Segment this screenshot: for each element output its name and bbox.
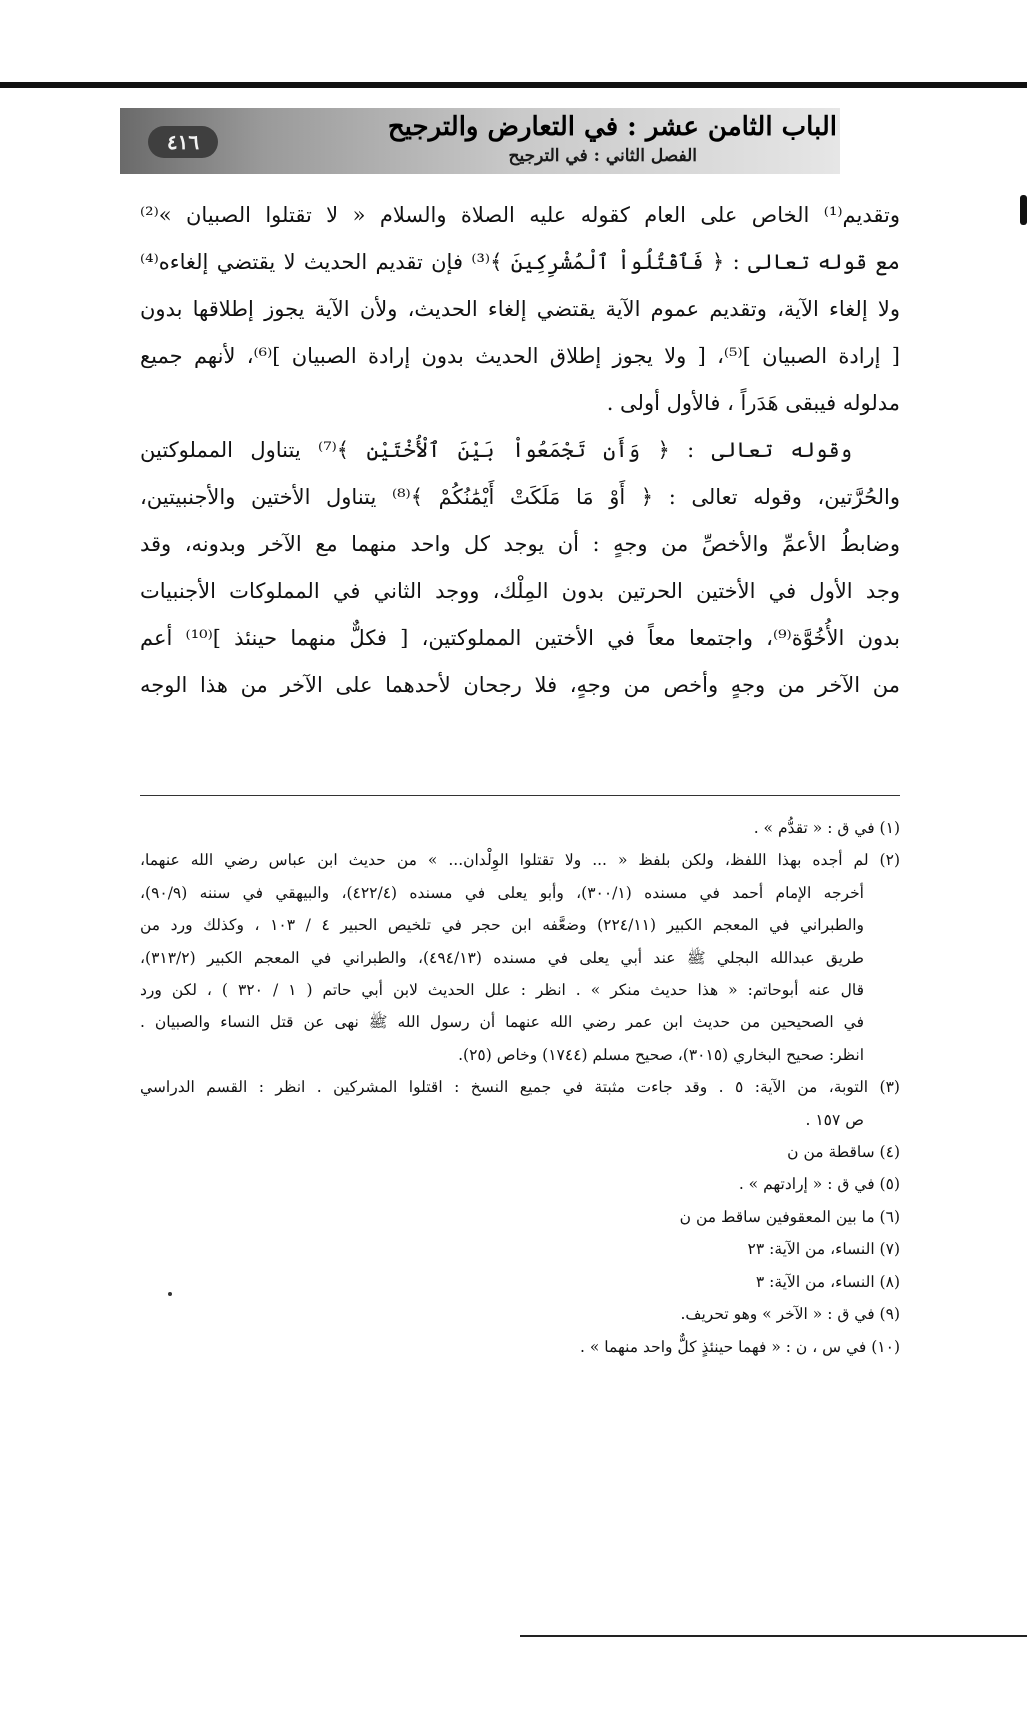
footnote-line: (٣) التوبة، من الآية: ٥ . وقد جاءت مثبتة في جميع النسخ : اقتلوا المشركين . انظر : القسم الدراسي — [140, 1078, 900, 1097]
footnote-line: قال عنه أبوحاتم: « هذا حديث منكر » . انظر : علل الحديث لابن أبي حاتم ( ١ / ٣٢٠ ) ، لكن ورد — [140, 981, 864, 1000]
body-line: مع قوله تعالى : ﴿ فَٱقْتُلُواْ ٱلْمُشْرِكِينَ ﴾⁽³⁾ فإن تقديم الحديث لا يقتضي إلغاءه⁽⁴⁾ — [140, 250, 900, 274]
footnote-line: أخرجه الإمام أحمد في مسنده (٣٠٠/١)، وأبو يعلى في مسنده (٤٢٢/٤)، والبيهقي في سننه (٩٠/٩)، — [140, 883, 864, 902]
footnote-line: طريق عبدالله البجلي ﷺ عند أبي يعلى في مسنده (٤٩٤/١٣)، والطبراني في المعجم الكبير (٣١٣/٢)، — [140, 948, 865, 967]
body-line: ولا إلغاء الآية، وتقديم عموم الآية يقتضي إلغاء الحديث، ولأن الآية يجوز إطلاقها بدون — [140, 297, 900, 321]
footnote: (٥) في ق : « إرادتهم » . — [738, 1175, 900, 1194]
body-line: مدلوله فيبقى هَدَراً ، فالأول أولى . — [606, 391, 900, 415]
top-rule — [0, 82, 1027, 88]
page-number: ٤١٦ — [148, 126, 218, 158]
body-line: وتقديم⁽¹⁾ الخاص على العام كقوله عليه الصلاة والسلام « لا تقتلوا الصبيان »⁽²⁾ — [140, 203, 900, 227]
footnote-line: انظر: صحيح البخاري (٣٠١٥)، صحيح مسلم (١٧٤٤) وخاص (٢٥). — [458, 1045, 864, 1064]
page-edge-mark — [1020, 195, 1027, 225]
footnotes — [140, 812, 900, 1363]
body-line: وضابطُ الأعمِّ والأخصِّ من وجهٍ : أن يوجد كل واحد منهما مع الآخر وبدونه، وقد — [140, 532, 900, 556]
body-line: [ إرادة الصبيان ]⁽⁵⁾، [ ولا يجوز إطلاق الحديث بدون إرادة الصبيان ]⁽⁶⁾، لأنهم جميع — [140, 344, 901, 368]
footnote-separator — [140, 795, 900, 796]
body-line: بدون الأُخُوَّة⁽⁹⁾، واجتمعا معاً في الأختين المملوكتين، [ فكلٌّ منهما حينئذ ]⁽¹⁰⁾ أعم — [140, 626, 900, 650]
bottom-rule — [520, 1635, 1027, 1637]
body-line: والحُرَّتين، وقوله تعالى : ﴿ أَوْ مَا مَلَكَتْ أَيْمَٰنُكُمْ ﴾⁽⁸⁾ يتناول الأختين والأجنبيتين، — [140, 485, 900, 509]
chapter-title: الباب الثامن عشر : في التعارض والترجيح — [387, 112, 837, 142]
section-subtitle: الفصل الثاني : في الترجيح — [508, 146, 697, 166]
footnote: (٤) ساقطة من ن — [787, 1143, 900, 1162]
footnote-line: (٢) لم أجده بهذا اللفظ، ولكن بلفظ « ... ولا تقتلوا الوِلْدان... » من حديث ابن عباس رضي الله عنهما، — [140, 851, 900, 870]
body-line: من الآخر من وجهٍ وأخص من وجهٍ، فلا رجحان لأحدهما على الآخر من هذا الوجه — [140, 673, 900, 697]
footnote: (٨) النساء، من الآية: ٣ — [755, 1272, 900, 1291]
footnote: (١) في ق : « تقدُّم » . — [753, 819, 900, 837]
scan-speck — [168, 1292, 172, 1296]
footnote-line: ص ١٥٧ . — [805, 1110, 864, 1129]
footnote: (٦) ما بين المعقوفين ساقط من ن — [679, 1207, 900, 1226]
footnote: (٧) النساء، من الآية: ٢٣ — [747, 1240, 900, 1259]
footnote-line: في الصحيحين من حديث ابن عمر رضي الله عنهما أن رسول الله ﷺ نهى عن قتل النساء والصبيان . — [140, 1013, 864, 1032]
footnote: (٩) في ق : « الآخر » وهو تحريف. — [680, 1305, 900, 1324]
body-line: وقوله تعالى : ﴿ وَأَن تَجْمَعُواْ بَيْنَ ٱلْأُخْتَيْنِ ﴾⁽⁷⁾ يتناول المملوكتين — [140, 438, 853, 462]
footnote-line: والطبراني في المعجم الكبير (٢٢٤/١١) وضعَّفه ابن حجر في تلخيص الحبير ٤ / ١٠٣ ، وكذلك ورد من — [140, 916, 864, 935]
main-text-body — [140, 192, 900, 709]
footnote: (١٠) في س ، ن : « فهما حينئذٍ كلٌّ واحد منهما » . — [580, 1337, 900, 1356]
body-line: وجد الأول في الأختين الحرتين بدون المِلْك، ووجد الثاني في المملوكات الأجنبيات — [140, 579, 900, 603]
